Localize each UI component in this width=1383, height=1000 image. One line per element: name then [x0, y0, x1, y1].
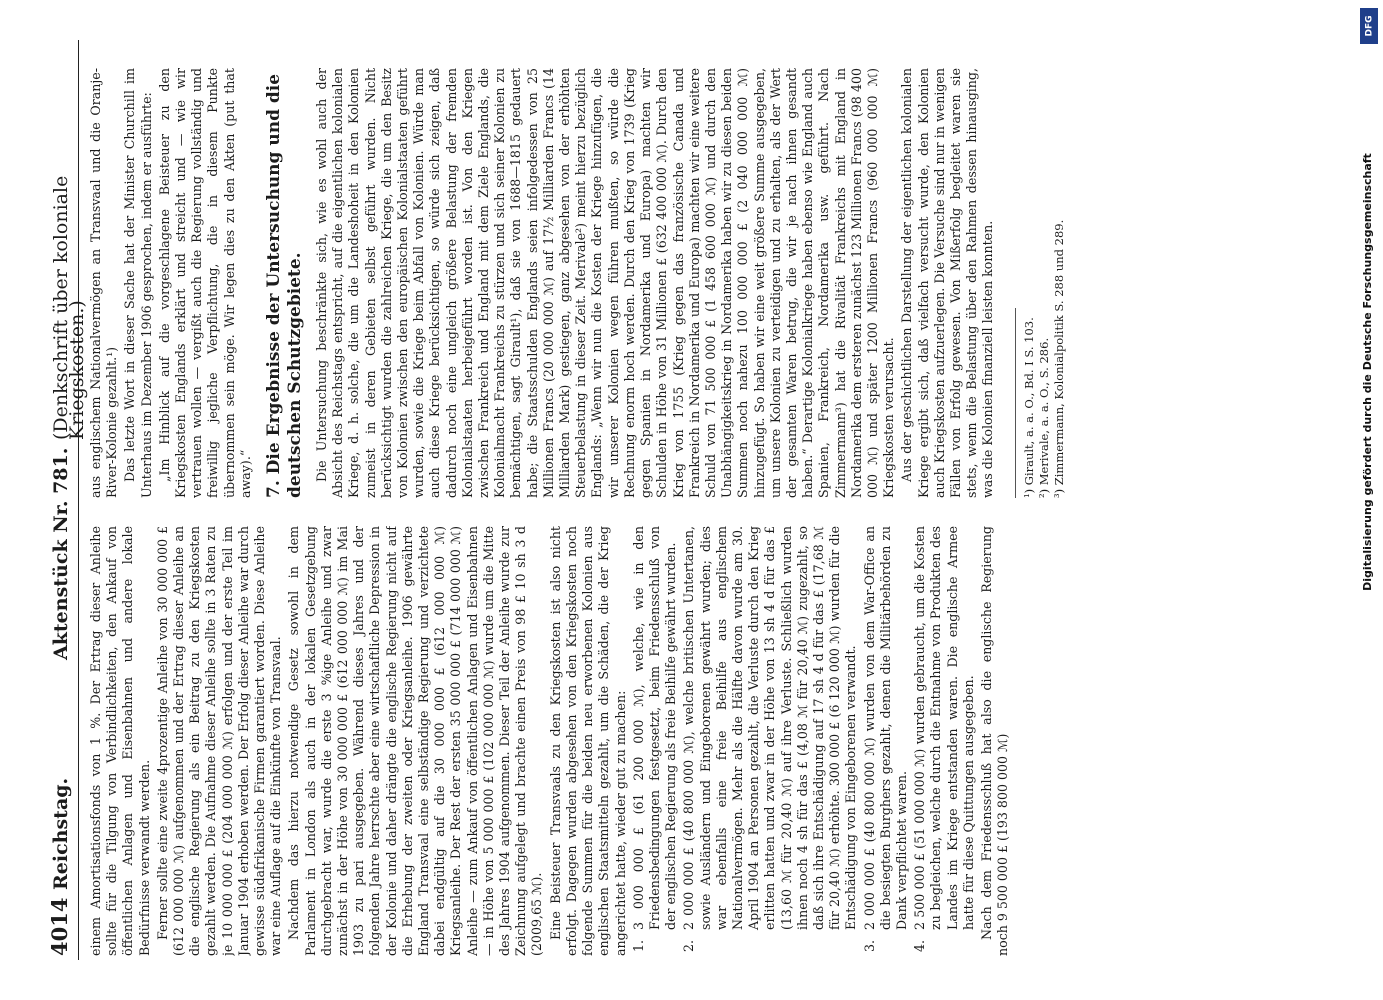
paragraph: einem Amortisationsfonds von 1 %. Der Ertrag dieser Anleihe sollte für die Tilgung von Verbindlichkeiten, den Ankauf von öffentlichen Anlagen und Eisenbahnen und andere lokale Bedürfnisse verwandt werden. [88, 526, 152, 956]
dfg-logo-icon: DFG [1360, 8, 1378, 44]
paragraph: Die Untersuchung beschränkte sich, wie es wohl auch der Absicht des Reichstags entspricht, auf die eigentlichen kolonialen Kriege, d. h. solche, die um die Landeshoheit in den Kolonien zumeist in deren Gebieten selbst geführt wurden. Nicht berücksichtigt wurden die zahlreichen Kriege, die um den Besitz von Kolonien zwischen den europäischen Kolonialstaaten geführt wurden, sowie die Kriege beim Abfall von Kolonien. Würde man auch diese Kriege berücksichtigen, so würde sich zeigen, daß dadurch noch eine ungleich größere Belastung der fremden Kolonialstaaten herbeigeführt worden ist. Von den Kriegen zwischen Frankreich und England mit dem Ziele Englands, die Kolonialmacht Frankreichs zu stürzen und sich seiner Kolonien zu bemächtigen, sagt Girault¹), daß sie von 1688—1815 gedauert habe; die Staatsschulden Englands seien infolgedessen von 25 Millionen Francs (20 000 000 ℳ) auf 17½ Milliarden Francs (14 Milliarden Mark) gestiegen, ganz abgesehen von der erhöhten Steuerbelastung in dieser Zeit. Merivale²) meint hierzu bezüglich Englands: „Wenn wir nun die Kosten der Kriege hinzufügen, die wir unserer Kolonien wegen führen mußten, so würde die Rechnung enorm hoch werden. Durch den Krieg von 1739 (Krieg gegen Spanien in Nordamerika und Europa) machten wir Schulden in Höhe von 31 Millionen £ (632 400 000 ℳ). Durch den Krieg von 1755 (Krieg gegen das französische Canada und Frankreich in Nordamerika und Europa) machten wir eine weitere Schuld von 71 500 000 £ (1 458 600 000 ℳ) und durch den Unabhängigkeitskrieg in Nordamerika haben wir zu diesen beiden Summen noch nahezu 100 000 000 £ (2 040 000 000 ℳ) hinzugefügt. So haben wir eine weit größere Summe ausgegeben, um unsere Kolonien zu verteidigen und zu erhalten, als der Wert der gesamten Waren betrug, die wir je nach ihnen gesandt haben.“ Derartige Kolonialkriege haben ebenso wie England auch Spanien, Frankreich, Nordamerika usw. geführt. Nach Zimmermann³) hat die Rivalität Frankreichs mit England in Nordamerika dem ersteren zunächst 123 Millionen Francs (98 400 000 ℳ) und später 1200 Millionen Francs (960 000 000 ℳ) Kriegskosten verursacht. [314, 68, 897, 498]
list-item-text: 2 000 000 £ (40 800 000 ℳ), welche britischen Untertanen, sowie Ausländern und Eingeborenen gewährt wurden; dies war ebenfalls eine freie Beihilfe aus englischem Nationalvermögen. Mehr als die Hälfte davon wurde am 30. April 1904 an Personen gezahlt, die Verluste durch den Krieg erlitten hatten und zwar in der Höhe von 13 sh 4 d für das £ (13,60 ℳ für 20,40 ℳ) auf ihre Verluste. Schließlich wurden ihnen noch 4 sh für das £ (4,08 ℳ für 20,40 ℳ) zugezahlt, so daß sich ihre Entschädigung auf 17 sh 4 d für das £ (17,68 ℳ für 20,40 ℳ) erhöhte. 300 000 £ (6 120 000 ℳ) wurden für die Entschädigung von Eingeborenen verwandt. [681, 526, 859, 930]
list-number: 1. [630, 939, 646, 952]
list-item [631, 526, 680, 956]
footnote: ¹) Girault, a. a. O., Bd. I S. 103. [1021, 317, 1036, 498]
list-number: 3. [861, 939, 877, 952]
payments-list [631, 526, 977, 956]
digitization-credit: Digitalisierung gefördert durch die Deutsche Forschungsgemeinschaft [1361, 153, 1374, 591]
paragraph: Aus der geschichtlichen Darstellung der eigentlichen kolonialen Kriege ergibt sich, daß vielfach versucht wurde, den Kolonien auch Kriegskosten aufzuerlegen. Die Versuche sind nur in wenigen Fällen von Erfolg gewesen. Von Mißerfolg begleitet waren sie stets, wenn die Belastung über den Rahmen dessen hinausging, was die Kolonien finanziell leisten konnten. [899, 68, 996, 498]
list-number: 4. [912, 939, 928, 952]
header-left: Reichstag. [50, 777, 72, 890]
running-header [46, 40, 89, 960]
paragraph: aus englischem Nationalvermögen an Transvaal und die Oranje-River-Kolonie gezahlt.¹) [88, 68, 120, 498]
list-item [862, 526, 911, 956]
paragraph: Nachdem das hierzu notwendige Gesetz sowohl in dem Parlament in London als auch in der lokalen Gesetzgebung durchgebracht war, wurde die erste 3 %ige Anleihe und zwar zunächst in der Höhe von 30 000 000 £ (612 000 000 ℳ) im Mai 1903 zu pari ausgegeben. Während dieses Jahres und der folgenden Jahre herrschte aber eine wirtschaftliche Depression in der Kolonie und daher drängte die englische Regierung nicht auf die Erhebung der zweiten oder Kriegsanleihe. 1906 gewährte England Transvaal eine selbständige Regierung und verzichtete dabei endgültig auf die 30 000 000 £ (612 000 000 ℳ) Kriegsanleihe. Der Rest der ersten 35 000 000 £ (714 000 000 ℳ) Anleihe — zum Ankauf von öffentlichen Anlagen und Eisenbahnen — in Höhe von 5 000 000 £ (102 000 000 ℳ) wurde um die Mitte des Jahres 1904 aufgenommen. Dieser Teil der Anleihe wurde zur Zeichnung aufgelegt und brachte einen Preis von 98 £ 10 sh 3 d (2009,65 ℳ). [286, 526, 545, 956]
paragraph: Eine Beisteuer Transvaals zu den Kriegskosten ist also nicht erfolgt. Dagegen wurden abgesehen von den Kriegskosten noch folgende Summen für die beiden neu erworbenen Kolonien aus englischen Staatsmitteln gezahlt, um die Schäden, die der Krieg angerichtet hatte, wieder gut zu machen: [547, 526, 628, 956]
list-item-text: 2 500 000 £ (51 000 000 ℳ) wurden gebraucht, um die Kosten zu begleichen, welche durch die Entnahme von Produkten des Landes im Kriege entstanden waren. Die englische Armee hatte für diese Quittungen ausgegeben. [912, 526, 976, 930]
paragraph: Das letzte Wort in dieser Sache hat der Minister Churchill im Unterhaus im Dezember 1906 gesprochen, indem er ausführte: [122, 68, 154, 498]
digitization-strip [1358, 8, 1382, 998]
footnote: ²) Merivale, a. a. O., S. 286. [1036, 337, 1051, 498]
header-title: (Denkschrift über koloniale Kriegskosten.) [50, 175, 89, 440]
list-item-text: 3 000 000 £ (61 200 000 ℳ), welche, wie in den Friedensbedingungen festgesetzt, beim Friedensschluß von der englischen Regierung als freie Beihilfe gewährt wurden. [630, 526, 679, 930]
list-item [681, 526, 859, 956]
list-item [912, 526, 977, 956]
text-column-right [88, 68, 1328, 498]
paragraph: Nach dem Friedensschluß hat also die englische Regierung noch 9 500 000 £ (193 800 000 ℳ) [978, 526, 1011, 956]
section-heading: 7. Die Ergebnisse der Untersuchung und die deutschen Schutzgebiete. [264, 73, 306, 498]
list-number: 2. [681, 939, 697, 952]
page-number: 4014 [47, 897, 72, 956]
paragraph: Ferner sollte eine zweite 4prozentige Anleihe von 30 000 000 £ (612 000 000 ℳ) aufgenommen und der Ertrag dieser Anleihe an die englische Regierung als ein Beitrag zu den Kriegskosten gezahlt werden. Die Aufnahme dieser Anleihe sollte in 3 Raten zu je 10 000 000 £ (204 000 000 ℳ) erfolgen und der erste Teil im Januar 1904 erhoben werden. Der Erfolg dieser Anleihe war durch gewisse südafrikanische Firmen garantiert worden. Diese Anleihe war eine Auflage auf die Einkünfte von Transvaal. [154, 526, 284, 956]
quotation: „Im Hinblick auf die vorgeschlagene Beisteuer zu den Kriegskosten Englands erklärt und streicht und — wie wir vertrauen wollen — vergißt auch die Regierung vollständig und freiwillig jegliche Verpflichtung, die in diesem Punkte übernommen sein möge. Wir legen dies zu den Akten (put that away).“ [156, 68, 253, 498]
footnotes [1015, 219, 1067, 498]
text-column-left [88, 526, 1328, 956]
document-page [46, 40, 1336, 960]
footnote: ³) Zimmermann, Kolonialpolitik S. 288 und 289. [1051, 219, 1066, 498]
header-document-number: Aktenstück Nr. 781. [50, 447, 72, 660]
list-item-text: 2 000 000 £ (40 800 000 ℳ) wurden von dem War-Office an die besiegten Burghers gezahlt, denen die Militärbehörden zu Dank verpflichtet waren. [861, 526, 909, 930]
